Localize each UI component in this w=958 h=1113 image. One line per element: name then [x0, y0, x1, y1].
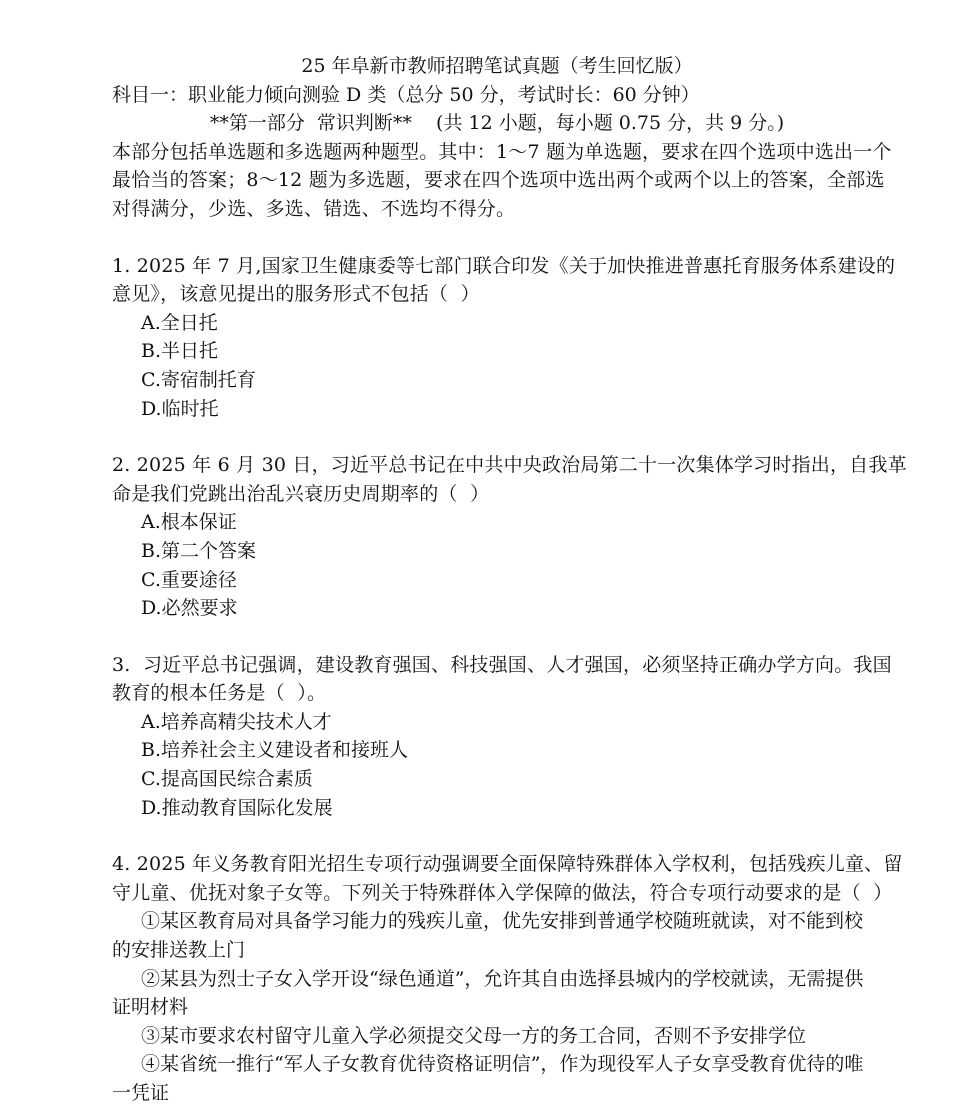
question-2: [112, 451, 907, 623]
question-2-option-a: A.根本保证: [141, 511, 237, 534]
question-1: [112, 252, 896, 424]
question-4-line: 守儿童、优抚对象子女等。下列关于特殊群体入学保障的做法，符合专项行动要求的是（ ）: [112, 881, 893, 904]
instruction-line: 最恰当的答案；8～12 题为多选题，要求在四个选项中选出两个或两个以上的答案，全部选: [112, 169, 885, 192]
question-4-item-text: ①某区教育局对具备学习能力的残疾儿童，优先安排到普通学校随班就读，对不能到校: [141, 910, 864, 933]
document-title: 25 年阜新市教师招聘笔试真题（考生回忆版）: [301, 55, 693, 77]
document-page: [112, 52, 907, 1108]
subject-line: 科目一：职业能力倾向测验 D 类（总分 50 分，考试时长：60 分钟）: [112, 83, 700, 106]
question-3-option-b: B.培养社会主义建设者和接班人: [141, 739, 409, 762]
question-1-line: 意见》，该意见提出的服务形式不包括（ ）: [112, 283, 480, 306]
question-4: [112, 850, 903, 1107]
question-4-item-4: [112, 1050, 882, 1107]
question-1-option-d: D.临时托: [141, 397, 219, 420]
question-3-option-d: D.推动教育国际化发展: [141, 796, 333, 819]
question-3: [112, 651, 892, 823]
question-4-item-text: ③某市要求农村留守儿童入学必须提交父母一方的务工合同，否则不予安排学位: [141, 1024, 807, 1047]
question-1-option-b: B.半日托: [141, 340, 219, 363]
question-2-line: 命是我们党跳出治乱兴衰历史周期率的（ ）: [112, 482, 490, 505]
question-4-item-continuation: 的安排送教上门: [112, 939, 246, 962]
part-heading: **第一部分 常识判断** (共 12 小题，每小题 0.75 分，共 9 分。): [209, 112, 785, 135]
question-2-option-c: C.重要途径: [141, 568, 237, 591]
question-4-item-continuation: 证明材料: [112, 996, 189, 1019]
question-4-item-text: ④某省统一推行“军人子女教育优待资格证明信”，作为现役军人子女享受教育优待的唯: [141, 1053, 864, 1076]
question-4-item-text: ②某县为烈士子女入学开设“绿色通道”，允许其自由选择县城内的学校就读，无需提供: [141, 967, 864, 990]
question-3-line: 3. 习近平总书记强调，建设教育强国、科技强国、人才强国，必须坚持正确办学方向。我国: [112, 653, 892, 676]
question-4-item-1: [112, 907, 882, 964]
question-3-option-c: C.提高国民综合素质: [141, 768, 313, 791]
question-3-option-a: A.培养高精尖技术人才: [141, 710, 332, 733]
instruction-line: 本部分包括单选题和多选题两种题型。其中：1～7 题为单选题，要求在四个选项中选出一个: [112, 140, 892, 163]
question-1-line: 1. 2025 年 7 月,国家卫生健康委等七部门联合印发《关于加快推进普惠托育服务体系建设的: [112, 254, 896, 277]
question-4-item-continuation: 一凭证: [112, 1082, 170, 1104]
question-4-line: 4. 2025 年义务教育阳光招生专项行动强调要全面保障特殊群体入学权利，包括残疾儿童、留: [112, 853, 903, 876]
question-1-option-a: A.全日托: [141, 311, 218, 334]
instructions-paragraph: [112, 138, 892, 224]
question-2-option-d: D.必然要求: [141, 597, 238, 620]
question-2-line: 2. 2025 年 6 月 30 日，习近平总书记在中共中央政治局第二十一次集体学习时指出，自我革: [112, 454, 907, 477]
instruction-line: 对得满分，少选、多选、错选、不选均不得分。: [112, 197, 516, 220]
question-4-item-3: [112, 1022, 882, 1051]
question-4-item-2: [112, 965, 882, 1022]
question-2-option-b: B.第二个答案: [141, 539, 257, 562]
question-3-line: 教育的根本任务是（ ）。: [112, 682, 327, 705]
question-1-option-c: C.寄宿制托育: [141, 368, 256, 391]
